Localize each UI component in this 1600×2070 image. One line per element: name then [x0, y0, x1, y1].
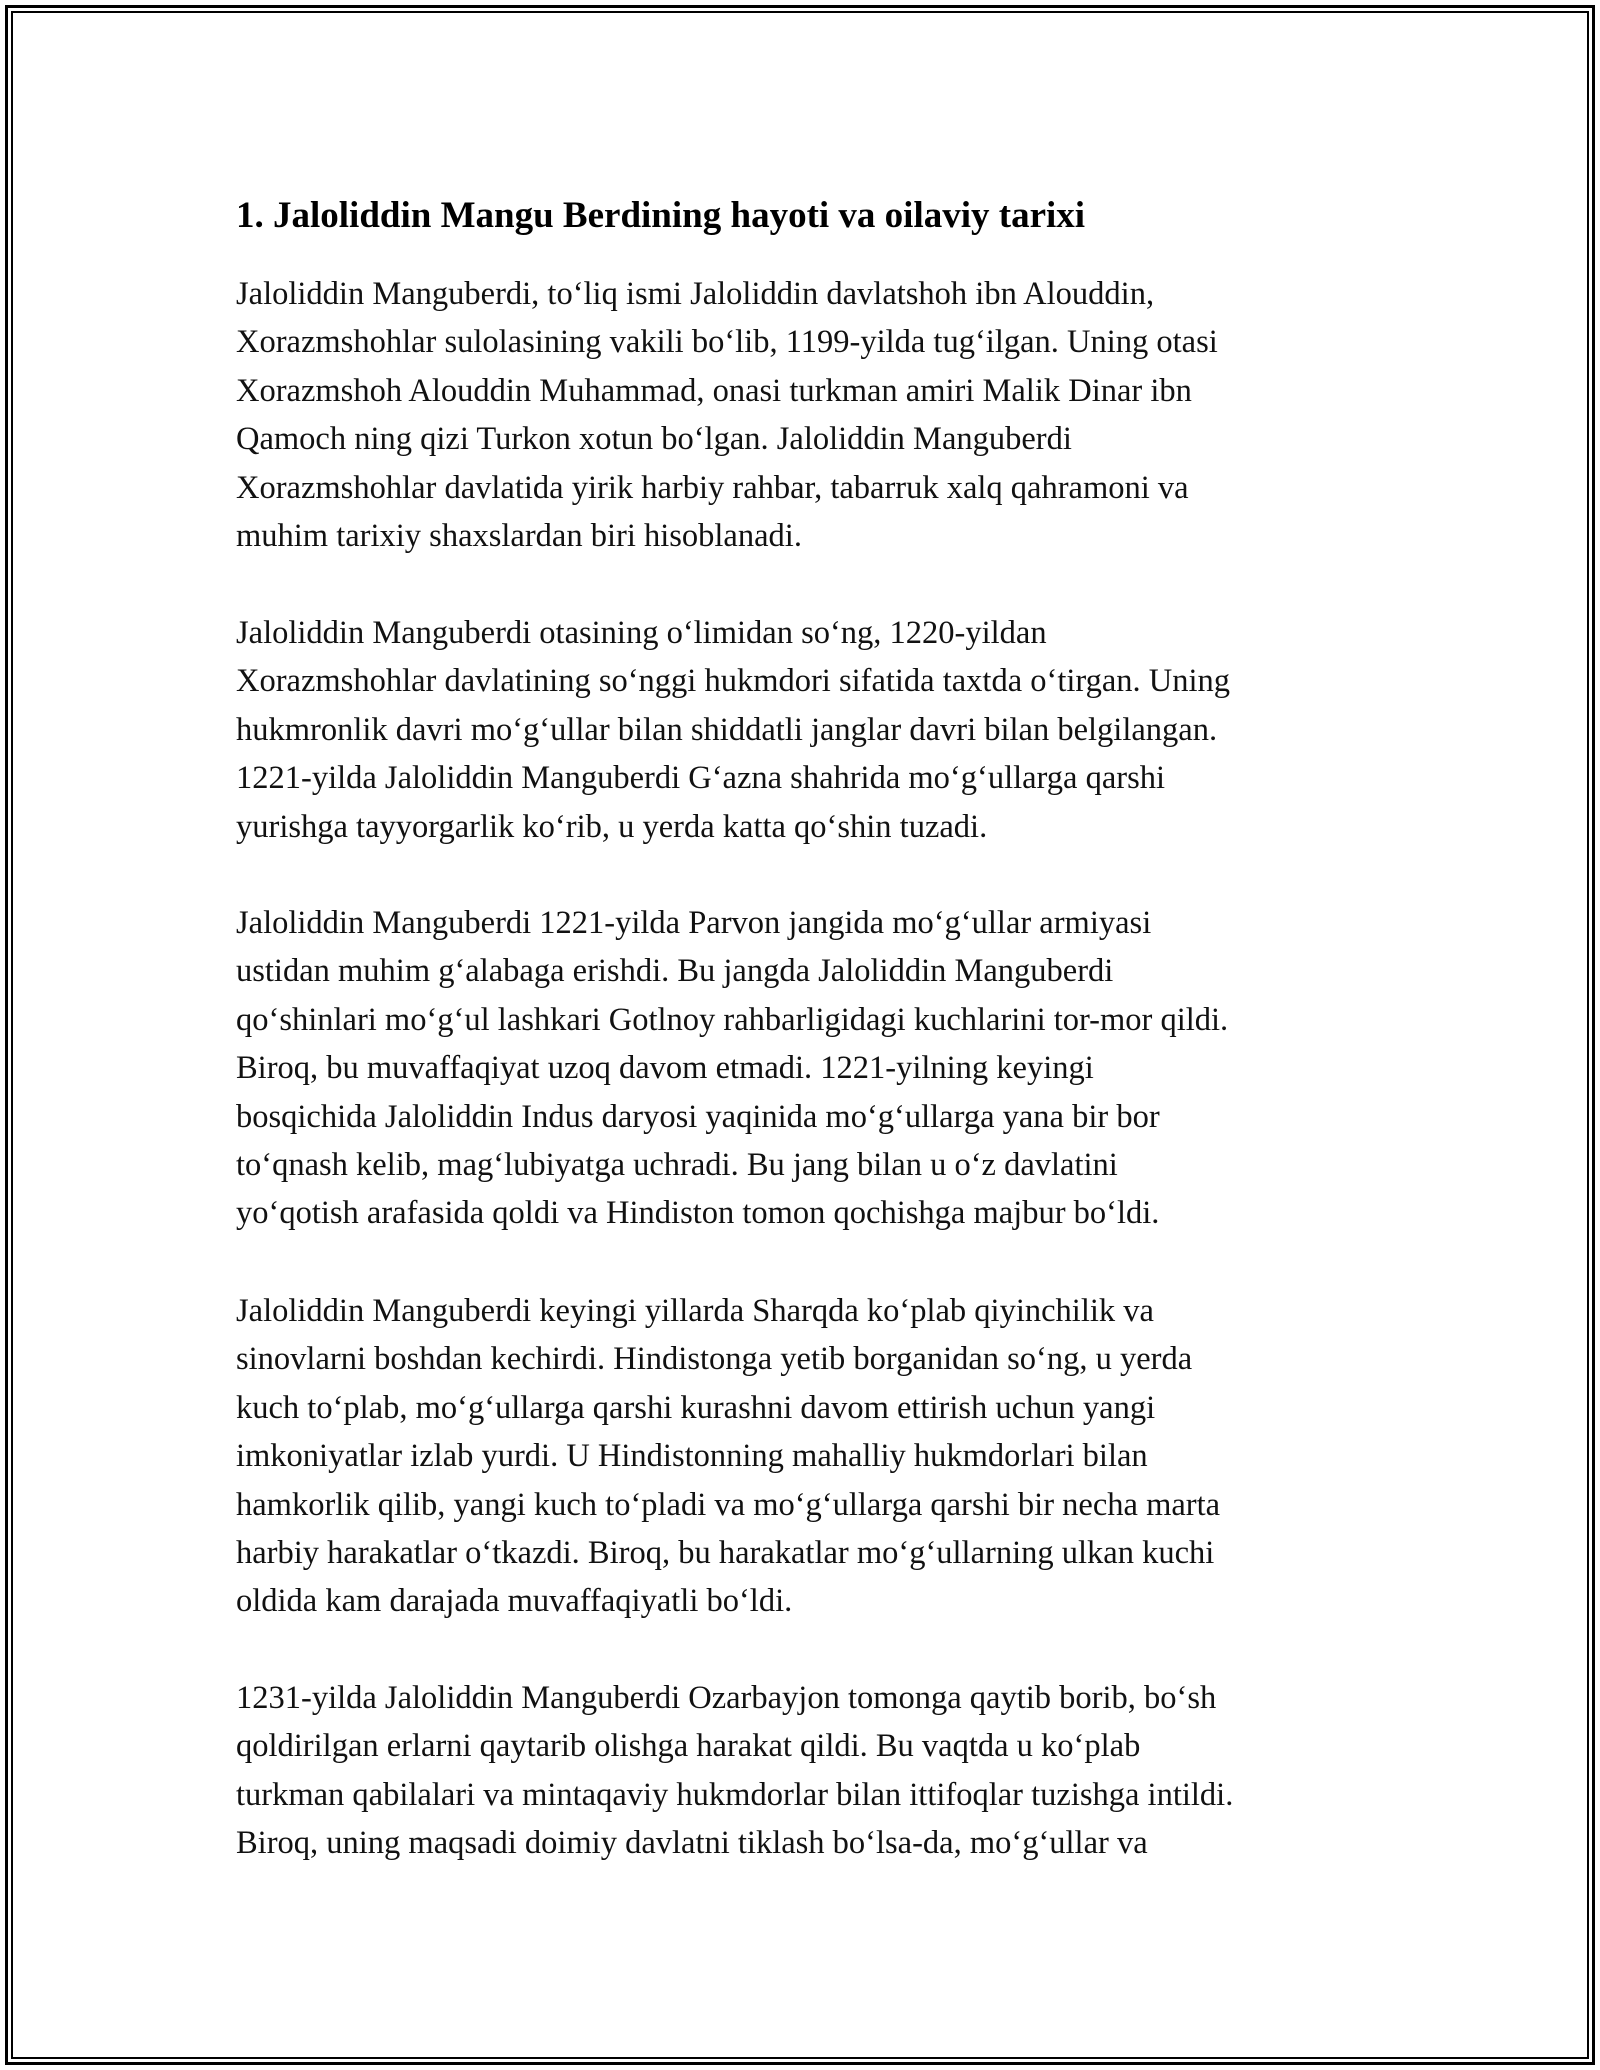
- paragraph-2: Jaloliddin Manguberdi otasining o‘limidan so‘ng, 1220-yildan Xorazmshohlar davlatining so‘nggi hukmdori sifatida taxtda o‘tirgan. Uning hukmronlik davri mo‘g‘ullar bilan shiddatli janglar davri bilan belgilangan. 1221-yilda Jaloliddin Manguberdi G‘azna shahrida mo‘g‘ullarga qarshi yurishga tayyorgarlik ko‘rib, u yerda katta qo‘shin tuzadi.: [236, 615, 1231, 845]
- paragraph-4: Jaloliddin Manguberdi keyingi yillarda Sharqda ko‘plab qiyinchilik va sinovlarni boshdan kechirdi. Hindistonga yetib borganidan so‘ng, u yerda kuch to‘plab, mo‘g‘ullarga qarshi kurashni davom ettirish uchun yangi imkoniyatlar izlab yurdi. U Hindistonning mahalliy hukmdorlari bilan hamkorlik qilib, yangi kuch to‘pladi va mo‘g‘ullarga qarshi bir necha marta harbiy harakatlar o‘tkazdi. Biroq, bu harakatlar mo‘g‘ullarning ulkan kuchi oldida kam darajada muvaffaqiyatli bo‘ldi.: [236, 1293, 1221, 1620]
- section-heading: 1. Jaloliddin Mangu Berdining hayoti va oilaviy tarixi: [236, 195, 1086, 236]
- paragraph-5: 1231-yilda Jaloliddin Manguberdi Ozarbayjon tomonga qaytib borib, bo‘sh qoldirilgan erlarni qaytarib olishga harakat qildi. Bu vaqtda u ko‘plab turkman qabilalari va mintaqaviy hukmdorlar bilan ittifoqlar tuzishga intildi. Biroq, uning maqsadi doimiy davlatni tiklash bo‘lsa-da, mo‘g‘ullar va: [236, 1680, 1234, 1862]
- document-body: [236, 188, 1366, 1862]
- paragraph-1: Jaloliddin Manguberdi, to‘liq ismi Jaloliddin davlatshoh ibn Alouddin, Xorazmshohlar sulolasining vakili bo‘lib, 1199-yilda tug‘ilgan. Uning otasi Xorazmshoh Alouddin Muhammad, onasi turkman amiri Malik Dinar ibn Qamoch ning qizi Turkon xotun bo‘lgan. Jaloliddin Manguberdi Xorazmshohlar davlatida yirik harbiy rahbar, tabarruk xalq qahramoni va muhim tarixiy shaxslardan biri hisoblanadi.: [236, 276, 1218, 555]
- paragraph-3: Jaloliddin Manguberdi 1221-yilda Parvon jangida mo‘g‘ullar armiyasi ustidan muhim g‘alabaga erishdi. Bu jangda Jaloliddin Manguberdi qo‘shinlari mo‘g‘ul lashkari Gotlnoy rahbarligidagi kuchlarini tor-mor qildi. Biroq, bu muvaffaqiyat uzoq davom etmadi. 1221-yilning keyingi bosqichida Jaloliddin Indus daryosi yaqinida mo‘g‘ullarga yana bir bor to‘qnash kelib, mag‘lubiyatga uchradi. Bu jang bilan u o‘z davlatini yo‘qotish arafasida qoldi va Hindiston tomon qochishga majbur bo‘ldi.: [236, 905, 1229, 1232]
